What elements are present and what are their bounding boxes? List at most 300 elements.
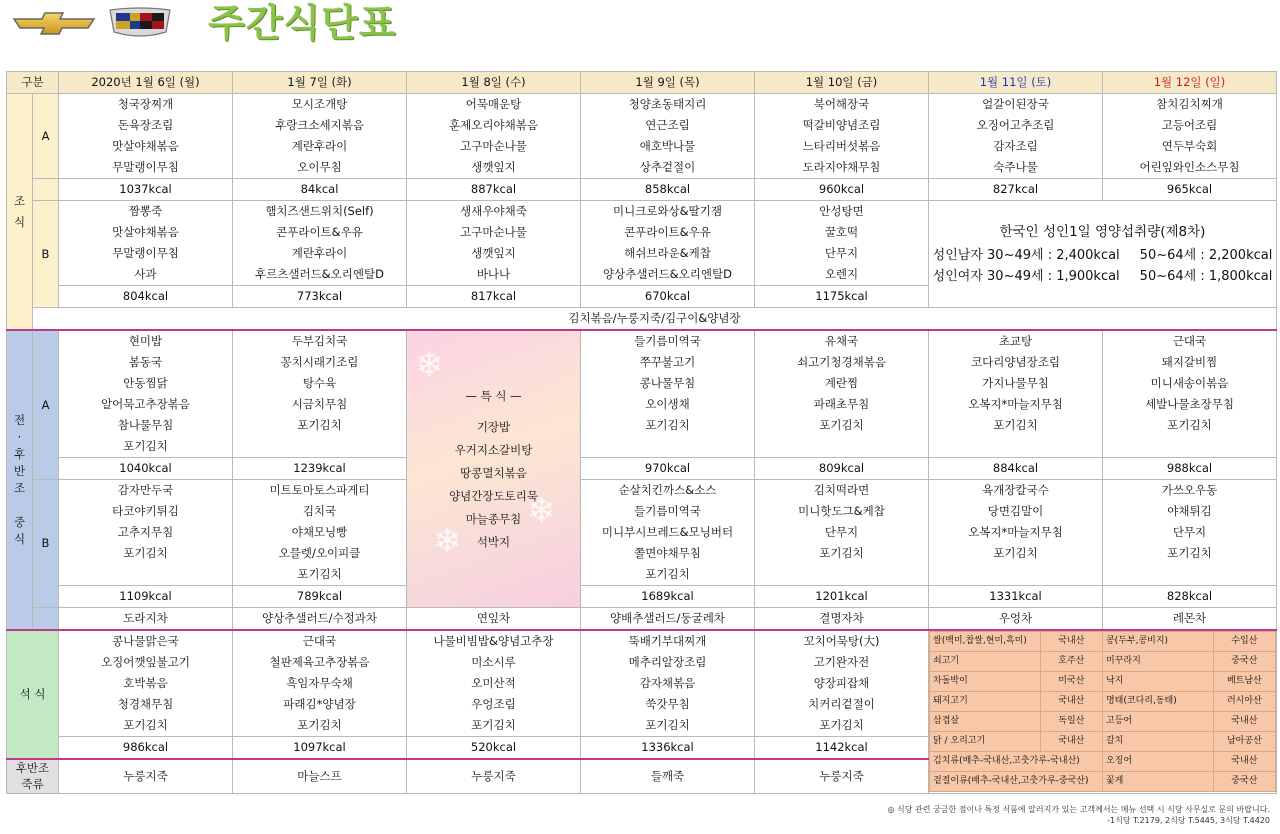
kcal-value: 1689kcal [581, 586, 755, 608]
origin-food: 미꾸라지 [1102, 652, 1213, 672]
kcal-value: 884kcal [929, 458, 1103, 480]
menu-item [581, 436, 754, 457]
footnote-line-1: ◎ 식당 관련 궁금한 점이나 특정 식품에 알러지가 있는 고객께서는 메뉴 선택 시 식당 사무실로 문의 바랍니다. [887, 805, 1270, 814]
kcal-value: 858kcal [581, 179, 755, 201]
menu-item: 뚝배기부대찌개 [628, 634, 707, 648]
lunch-b-day [581, 480, 755, 586]
origin-row [930, 712, 1276, 732]
nutrition-row [929, 245, 1276, 266]
menu-item: 초교탕 [998, 334, 1033, 348]
menu-item: 꽁치시래기조림 [280, 355, 359, 369]
menu-item: 오미산적 [471, 676, 516, 690]
menu-item: 포기김치 [297, 567, 342, 581]
menu-item: 숙주나물 [993, 160, 1038, 174]
kcal-value: 887kcal [407, 179, 581, 201]
menu-item [1103, 564, 1276, 585]
menu-item: 포기김치 [645, 718, 690, 732]
origin-row [930, 772, 1276, 792]
nutrition-title: 한국인 성인1일 영양섭취량(제8차) [999, 223, 1206, 240]
breakfast-a-kcal-row [7, 179, 1277, 201]
kcal-value: 1142kcal [755, 737, 929, 760]
menu-item [929, 436, 1102, 457]
footnote [670, 804, 1270, 826]
origin-country: 수입산 [1213, 632, 1275, 652]
menu-item: 청양초동태지리 [628, 97, 707, 111]
menu-item: 당면김말이 [987, 504, 1044, 518]
menu-item: 양장피잡채 [813, 676, 870, 690]
origin-country: 중국산 [1213, 772, 1275, 792]
menu-item [59, 564, 232, 585]
menu-item: 어린잎와인소스무침 [1139, 160, 1240, 174]
menu-item: 기장밥 [476, 419, 511, 434]
cadillac-logo-icon [104, 6, 176, 40]
menu-item: 봄동국 [128, 355, 163, 369]
menu-item: 쫄면야채무침 [634, 546, 701, 560]
menu-item: 떡갈비양념조림 [802, 118, 881, 132]
dinner-day [59, 630, 233, 737]
breakfast-a-row [7, 94, 1277, 179]
kcal-value: 809kcal [755, 458, 929, 480]
lunch-b-day [755, 480, 929, 586]
menu-item: 오렌지 [824, 267, 859, 281]
menu-item: 돈육장조림 [117, 118, 174, 132]
menu-item: 육개장칼국수 [982, 483, 1049, 497]
menu-item: 콘푸라이트&우유 [276, 225, 363, 239]
menu-item: 청경채무침 [117, 697, 174, 711]
kcal-value: 827kcal [929, 179, 1103, 201]
menu-item: 파래초무침 [813, 397, 870, 411]
menu-item: 콘푸라이트&우유 [624, 225, 711, 239]
snowflake-icon: ❄ [527, 491, 556, 531]
menu-item: 꿀호떡 [824, 225, 859, 239]
origin-food: 명태(코다리,동태) [1102, 692, 1213, 712]
header-day: 1월 12일 (일) [1103, 72, 1277, 94]
snowflake-icon: ❄ [415, 345, 444, 385]
menu-item: 청국장찌개 [117, 97, 174, 111]
kcal-value: 960kcal [755, 179, 929, 201]
menu-item: 우거지소갈비탕 [454, 442, 533, 457]
menu-item: 쇠고기청경채볶음 [797, 355, 886, 369]
nutrition-row [929, 266, 1276, 287]
menu-item: 들기름미역국 [634, 334, 701, 348]
menu-item: 포기김치 [1167, 418, 1212, 432]
menu-item: 알어묵고추장볶음 [101, 397, 190, 411]
menu-item: 들기름미역국 [634, 504, 701, 518]
menu-item: 오징어고추조림 [976, 118, 1055, 132]
menu-item: 양상추샐러드&오리엔탈D [603, 267, 732, 281]
menu-item: 흑임자무숙채 [286, 676, 353, 690]
origin-country: 국내산 [1213, 752, 1275, 772]
menu-item: 시금치무침 [291, 397, 348, 411]
menu-item: 포기김치 [297, 418, 342, 432]
header-label: 구분 [7, 72, 59, 94]
origin-country: 러시아산 [1213, 692, 1275, 712]
menu-item: 후르츠샐러드&오리엔탈D [255, 267, 384, 281]
breakfast-a-day [59, 94, 233, 179]
menu-item: 오이무침 [297, 160, 342, 174]
breakfast-a-day [1103, 94, 1277, 179]
origin-country: 국내산 [1040, 632, 1102, 652]
menu-item: 포기김치 [993, 418, 1038, 432]
menu-item: 미니부시브레드&모닝버터 [601, 525, 734, 539]
breakfast-a-day [407, 94, 581, 179]
menu-item: 무말랭이무침 [112, 160, 179, 174]
origin-row [930, 632, 1276, 652]
menu-item: 땅콩멸치볶음 [460, 465, 527, 480]
origin-country: 남아공산 [1213, 732, 1275, 752]
origin-food: 쇠고기 [930, 652, 1041, 672]
kcal-value: 965kcal [1103, 179, 1277, 201]
menu-item: 가쓰오우동 [1161, 483, 1218, 497]
option-label: B [33, 480, 59, 608]
menu-item: 어묵매운탕 [465, 97, 522, 111]
menu-item: 계란후라이 [291, 139, 348, 153]
option-label: B [33, 201, 59, 308]
menu-item: 바나나 [476, 267, 511, 281]
menu-item: 느타리버섯볶음 [802, 139, 881, 153]
menu-item: 안성탕면 [819, 204, 864, 218]
menu-item: 포기김치 [123, 718, 168, 732]
page-header [0, 0, 1280, 66]
menu-item: 미니핫도그&케찹 [798, 504, 885, 518]
menu-item: 도라지야채무침 [802, 160, 881, 174]
menu-item: 김치떡라면 [813, 483, 870, 497]
menu-item: 참나물무침 [117, 418, 174, 432]
meal-label: 후반조 죽류 [7, 759, 59, 793]
menu-item: 오믈렛/오이피클 [278, 546, 361, 560]
origin-food: 삼겹살 [930, 712, 1041, 732]
menu-item: 포기김치 [645, 567, 690, 581]
meal-label: 전 · 후 반 조 중 식 [7, 330, 33, 630]
origin-country: 국내산 [1040, 732, 1102, 752]
menu-item: 근대국 [302, 634, 337, 648]
lunch-a-day [755, 330, 929, 458]
origin-food: 차돌박이 [930, 672, 1041, 692]
menu-item: 미트토마토스파게티 [269, 483, 370, 497]
menu-item: 감자만두국 [117, 483, 174, 497]
menu-item: 훈제오리야채볶음 [449, 118, 538, 132]
menu-item: 해쉬브라운&케찹 [624, 246, 711, 260]
menu-item: 나물비빔밥&양념고추장 [433, 634, 554, 648]
option-label: A [33, 330, 59, 480]
menu-item: 마늘종무침 [465, 511, 522, 526]
kcal-value: 1109kcal [59, 586, 233, 608]
origin-row [930, 752, 1276, 772]
menu-item: 근대국 [1172, 334, 1207, 348]
header-day: 2020년 1월 6일 (월) [59, 72, 233, 94]
menu-item [929, 564, 1102, 585]
origin-country: 베트남산 [1213, 672, 1275, 692]
header-day: 1월 10일 (금) [755, 72, 929, 94]
option-label-spacer [33, 608, 59, 631]
menu-item: 계란찜 [824, 376, 859, 390]
lunch-a-day [59, 330, 233, 458]
lunch-tea-row [7, 608, 1277, 631]
origin-list [929, 631, 1276, 792]
menu-item: 애호박나물 [639, 139, 696, 153]
lunch-a-day [581, 330, 755, 458]
kcal-value: 970kcal [581, 458, 755, 480]
menu-item: 오복지*마늘지무침 [968, 525, 1063, 539]
breakfast-b-day [233, 201, 407, 286]
lunch-b-day [929, 480, 1103, 586]
menu-item: 쭈꾸불고기 [639, 355, 696, 369]
menu-item: 세발나물초장무침 [1145, 397, 1234, 411]
kcal-value: 1336kcal [581, 737, 755, 760]
kcal-value: 986kcal [59, 737, 233, 760]
menu-item: 콩나물무침 [639, 376, 696, 390]
nutrition-value: 성인여자 30~49세 : 1,900kcal [932, 268, 1120, 284]
header-day: 1월 9일 (목) [581, 72, 755, 94]
menu-item: 현미밥 [128, 334, 163, 348]
menu-item: 메추리알장조림 [628, 655, 707, 669]
breakfast-b-day [407, 201, 581, 286]
origin-country: 국내산 [1040, 692, 1102, 712]
menu-item: 포기김치 [123, 546, 168, 560]
menu-item: 쑥갓무침 [645, 697, 690, 711]
menu-item: 미니새송이볶음 [1150, 376, 1229, 390]
origin-row [930, 692, 1276, 712]
dinner-day [755, 630, 929, 737]
kcal-value: 84kcal [233, 179, 407, 201]
lunch-a-row [7, 330, 1277, 458]
breakfast-b-row [7, 201, 1277, 286]
dinner-row [7, 630, 1277, 737]
menu-item: 얼갈이된장국 [982, 97, 1049, 111]
menu-item: 무말랭이무침 [112, 246, 179, 260]
menu-item: 참치김치찌개 [1156, 97, 1223, 111]
menu-item: 미니크로와상&딸기잼 [613, 204, 722, 218]
menu-item: 단무지 [1172, 525, 1207, 539]
menu-item [755, 564, 928, 585]
menu-item: 두부김치국 [291, 334, 348, 348]
dinner-day [233, 630, 407, 737]
kcal-value: 817kcal [407, 286, 581, 308]
lunch-b-day [233, 480, 407, 586]
breakfast-a-day [755, 94, 929, 179]
tea-item: 도라지차 [59, 608, 233, 631]
breakfast-a-day [929, 94, 1103, 179]
menu-item: 포기김치 [645, 418, 690, 432]
breakfast-b-day [59, 201, 233, 286]
header-day: 1월 7일 (화) [233, 72, 407, 94]
menu-item: 야채튀김 [1167, 504, 1212, 518]
origin-food: 고등어 [1102, 712, 1213, 732]
menu-item: 계란후라이 [291, 246, 348, 260]
origin-food: 낙지 [1102, 672, 1213, 692]
menu-item: 연근조림 [645, 118, 690, 132]
breakfast-a-day [581, 94, 755, 179]
menu-item: 생깻잎지 [471, 246, 516, 260]
kcal-value: 670kcal [581, 286, 755, 308]
origin-food: 돼지고기 [930, 692, 1041, 712]
menu-item: 돼지갈비찜 [1161, 355, 1218, 369]
kcal-value: 520kcal [407, 737, 581, 760]
menu-item: 생깻잎지 [471, 160, 516, 174]
menu-item: 상추겉절이 [639, 160, 696, 174]
menu-item: 고등어조림 [1161, 118, 1218, 132]
menu-item [755, 436, 928, 457]
page-title: 주간식단표 [208, 1, 397, 45]
menu-item: 양념간장도토리묵 [449, 488, 538, 503]
lunch-a-day [233, 330, 407, 458]
tea-item: 우엉차 [929, 608, 1103, 631]
menu-item: 오복지*마늘지무침 [968, 397, 1063, 411]
lunch-a-kcal-row [7, 458, 1277, 480]
menu-item: 연두부숙회 [1161, 139, 1218, 153]
menu-item: 호박볶음 [123, 676, 168, 690]
kcal-value: 828kcal [1103, 586, 1277, 608]
tea-item: 연잎차 [407, 608, 581, 631]
menu-item: 콩나물맑은국 [112, 634, 179, 648]
menu-item: 포기김치 [819, 546, 864, 560]
lunch-a-day [1103, 330, 1277, 458]
menu-item: 고추지무침 [117, 525, 174, 539]
kcal-value: 789kcal [233, 586, 407, 608]
menu-item: 고구마순나물 [460, 225, 527, 239]
chevrolet-logo-icon [12, 10, 96, 36]
menu-item: 짬뽕죽 [128, 204, 163, 218]
origin-food: 김치류(배추-국내산,고춧가루-국내산) [930, 752, 1103, 772]
origin-country: 중국산 [1213, 652, 1275, 672]
menu-item: 단무지 [824, 525, 859, 539]
kcal-value: 773kcal [233, 286, 407, 308]
late-item: 누룽지죽 [407, 759, 581, 793]
nutrition-value: 50~64세 : 1,800kcal [1139, 268, 1273, 284]
menu-item: 햄치즈샌드위치(Self) [265, 204, 374, 218]
menu-item: 포기김치 [819, 718, 864, 732]
menu-item: 순살치킨까스&소스 [618, 483, 717, 497]
menu-item: 고구마순나물 [460, 139, 527, 153]
menu-item: 안동찜닭 [123, 376, 168, 390]
menu-item: 포기김치 [471, 718, 516, 732]
origin-country: 독일산 [1040, 712, 1102, 732]
origin-food: 닭 / 오리고기 [930, 732, 1041, 752]
menu-item: 맛살야채볶음 [112, 139, 179, 153]
menu-item: 생새우야채죽 [460, 204, 527, 218]
origin-country: 호주산 [1040, 652, 1102, 672]
menu-item: 코다리양념장조림 [971, 355, 1060, 369]
menu-item: 고기완자전 [813, 655, 870, 669]
origin-row [930, 672, 1276, 692]
menu-item: 단무지 [824, 246, 859, 260]
menu-item: 후랑크소세지볶음 [275, 118, 364, 132]
lunch-b-kcal-row [7, 586, 1277, 608]
lunch-b-day [1103, 480, 1277, 586]
menu-item: 유채국 [824, 334, 859, 348]
tea-item: 결명자차 [755, 608, 929, 631]
kcal-value: 1037kcal [59, 179, 233, 201]
kcal-value: 1040kcal [59, 458, 233, 480]
snowflake-icon: ❄ [433, 521, 462, 561]
origin-food: 갈치 [1102, 732, 1213, 752]
tea-item: 양상추샐러드/수정과차 [233, 608, 407, 631]
menu-item: 포기김치 [123, 439, 168, 453]
kcal-value: 988kcal [1103, 458, 1277, 480]
header-row [7, 72, 1277, 94]
menu-item: 사과 [134, 267, 157, 281]
tea-item: 양배추샐러드/둥굴레차 [581, 608, 755, 631]
menu-item: 모시조개탕 [291, 97, 348, 111]
kcal-value: 1201kcal [755, 586, 929, 608]
menu-item: 탕수육 [302, 376, 337, 390]
menu-item: 석박지 [476, 534, 511, 549]
menu-item: 꼬치어묵탕(大) [803, 634, 880, 648]
origin-row [930, 732, 1276, 752]
header-day: 1월 11일 (토) [929, 72, 1103, 94]
menu-item: 포기김치 [1167, 546, 1212, 560]
menu-item: 타코야키튀김 [112, 504, 179, 518]
origin-country: 미국산 [1040, 672, 1102, 692]
weekly-menu-table [6, 71, 1277, 794]
menu-item: 포기김치 [993, 546, 1038, 560]
menu-item: 야채모닝빵 [291, 525, 348, 539]
option-label: A [33, 94, 59, 179]
dinner-day [407, 630, 581, 737]
origin-food: 겉절이류(배추-국내산,고춧가루-중국산) [930, 772, 1103, 792]
nutrition-value: 50~64세 : 2,200kcal [1139, 247, 1273, 263]
breakfast-common-row [7, 308, 1277, 331]
kcal-value: 804kcal [59, 286, 233, 308]
meal-label: 조 식 [7, 94, 33, 331]
lunch-a-day [929, 330, 1103, 458]
lunch-b-row [7, 480, 1277, 586]
kcal-value: 1239kcal [233, 458, 407, 480]
breakfast-a-day [233, 94, 407, 179]
lunch-b-day [59, 480, 233, 586]
menu-item [233, 436, 406, 457]
menu-item: 미소시루 [471, 655, 516, 669]
dinner-day [581, 630, 755, 737]
menu-item: 김치국 [302, 504, 337, 518]
origin-food: 콩(두부,콩비지) [1102, 632, 1213, 652]
special-meal [407, 330, 581, 608]
menu-item: 오징어깻잎불고기 [101, 655, 190, 669]
menu-item: 포기김치 [297, 718, 342, 732]
header-day: 1월 8일 (수) [407, 72, 581, 94]
meal-label: 석 식 [7, 630, 59, 759]
breakfast-b-day [755, 201, 929, 286]
option-label-spacer [33, 179, 59, 201]
nutrition-value: 성인남자 30~49세 : 2,400kcal [932, 247, 1120, 263]
late-item: 누룽지죽 [755, 759, 929, 793]
menu-item: 맛살야채볶음 [112, 225, 179, 239]
menu-item: 가지나물무침 [982, 376, 1049, 390]
menu-item: 북어해장국 [813, 97, 870, 111]
menu-item: 치커리겉절이 [808, 697, 875, 711]
tea-item: 레몬차 [1103, 608, 1277, 631]
origin-food: 쌀(백미,찹쌀,현미,흑미) [930, 632, 1041, 652]
late-item: 마늘스프 [233, 759, 407, 793]
menu-item: 감자채볶음 [639, 676, 696, 690]
menu-item [1103, 436, 1276, 457]
origin-food: 꽃게 [1102, 772, 1213, 792]
origin-food: 오징어 [1102, 752, 1213, 772]
breakfast-b-day [581, 201, 755, 286]
kcal-value: 1097kcal [233, 737, 407, 760]
origin-table [929, 630, 1277, 793]
menu-item: 감자조림 [993, 139, 1038, 153]
kcal-value: 1175kcal [755, 286, 929, 308]
kcal-value: 1331kcal [929, 586, 1103, 608]
origin-row [930, 652, 1276, 672]
footnote-line-2: -1식당 T.2179, 2식당 T.5445, 3식당 T.4420 [1107, 816, 1270, 825]
late-item: 들깨죽 [581, 759, 755, 793]
menu-item: 철판제육고추장볶음 [269, 655, 370, 669]
nutrition-info [929, 201, 1277, 308]
menu-item: 포기김치 [819, 418, 864, 432]
late-item: 누룽지죽 [59, 759, 233, 793]
